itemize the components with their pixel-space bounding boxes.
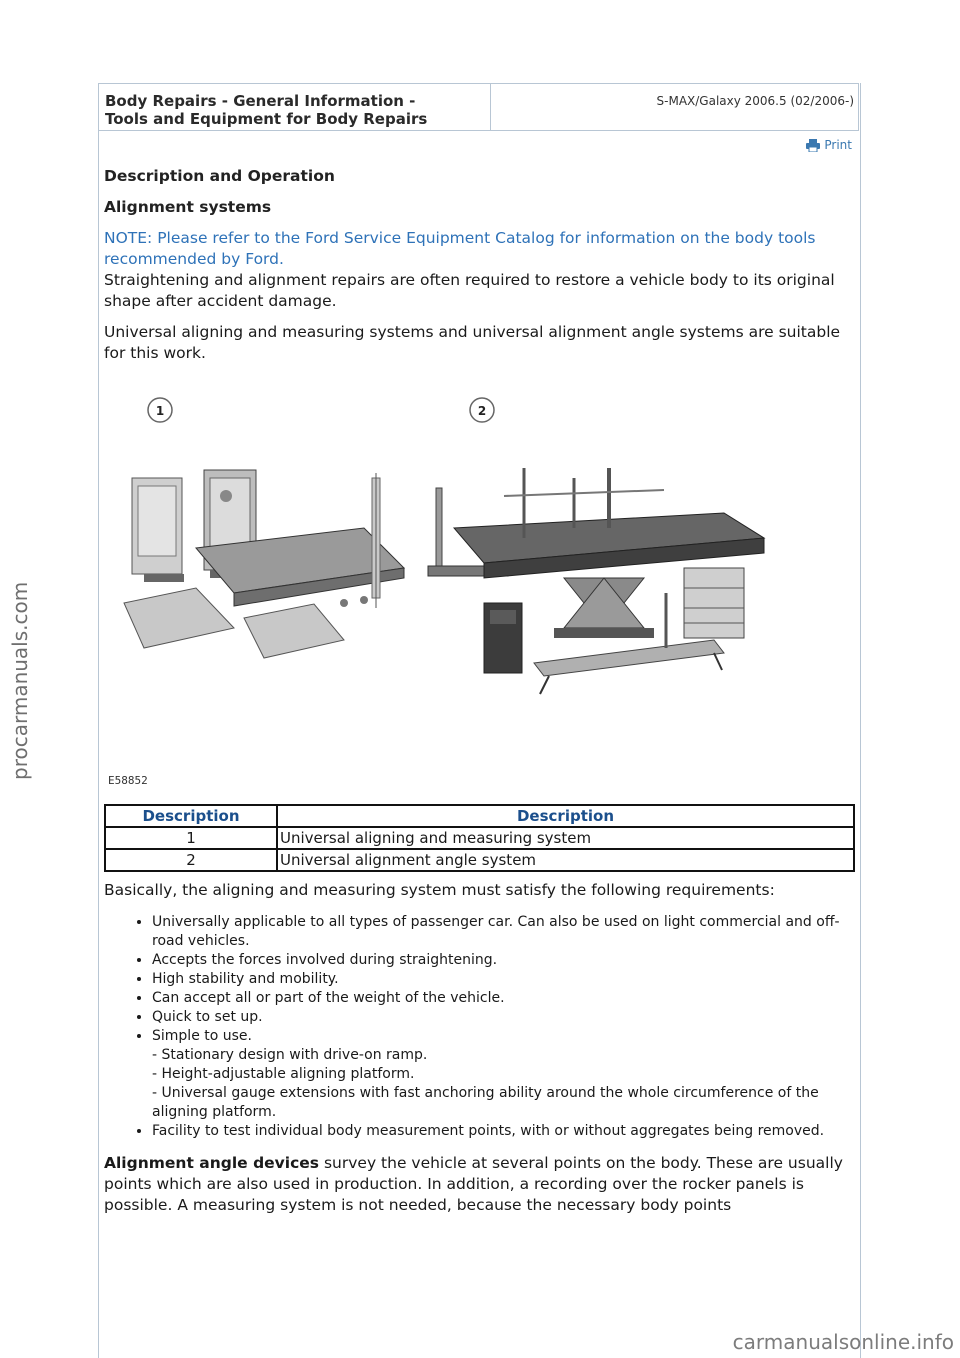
header-model: S-MAX/Galaxy 2006.5 (02/2006-) [656,94,854,108]
requirements-section [104,880,856,1226]
alignment-angle-system-drawing [428,468,764,694]
section-title: Description and Operation [104,167,335,185]
list-item-simple-to-use [152,1027,856,1122]
header-title-line2: Tools and Equipment for Body Repairs [105,110,428,128]
intro-content [104,160,856,374]
print-link[interactable] [806,138,852,152]
paragraph-4-rest: survey the vehicle at several points on the body. These are usually points which are also used in production. In addition, a recording over the rocker panels is possible. A measuring system is not needed, because the necessary body points [104,1154,843,1214]
list-item: • Facility to test individual body measurement points, with or without aggregates being removed. [152,1122,856,1141]
side-watermark: procarmanuals.com [8,581,32,780]
note-text: NOTE: Please refer to the Ford Service Equipment Catalog for information on the body tools recommended by Ford. [104,229,816,268]
figure-code: E58852 [108,774,148,787]
sub-list-item: - Stationary design with drive-on ramp. [152,1047,428,1063]
list-item: • Quick to set up. [152,1008,856,1027]
aligning-measuring-system-drawing [124,470,404,658]
table-header-row [105,805,854,827]
callout-1 [148,398,172,422]
callout-1-label: 1 [155,404,165,418]
list-item-text: Simple to use. [152,1028,252,1044]
callout-2-label: 2 [477,404,487,418]
sub-requirements-list [152,1046,856,1122]
equipment-illustration [104,378,856,798]
table-cell-desc: Universal alignment angle system [277,849,854,871]
subsection-title: Alignment systems [104,198,272,216]
list-item: • Can accept all or part of the weight of the vehicle. [152,989,856,1008]
requirements-list [104,913,856,1141]
printer-icon [806,139,820,152]
paragraph-1: Straightening and alignment repairs are often required to restore a vehicle body to its original shape after accident damage. [104,271,835,310]
list-item: • Accepts the forces involved during straightening. [152,951,856,970]
table-header-description: Description [277,805,854,827]
paragraph-3: Basically, the aligning and measuring system must satisfy the following requirements: [104,881,775,899]
table-header-item: Description [105,805,277,827]
sub-list-item: - Universal gauge extensions with fast anchoring ability around the whole circumference of the aligning platform. [152,1085,819,1120]
table-cell-num: 2 [105,849,277,871]
list-item: • Universally applicable to all types of passenger car. Can also be used on light commercial and off-road vehicles. [152,913,856,951]
header-title [99,84,491,130]
sub-list-item: - Height-adjustable aligning platform. [152,1066,415,1082]
paragraph-4 [104,1153,856,1216]
callout-2 [470,398,494,422]
bottom-watermark: carmanualsonline.info [732,1330,954,1354]
description-table [104,804,855,872]
table-row [105,827,854,849]
header-title-line1: Body Repairs - General Information - [105,92,416,110]
list-item: • High stability and mobility. [152,970,856,989]
print-label: Print [824,138,852,152]
table-cell-num: 1 [105,827,277,849]
paragraph-2: Universal aligning and measuring systems and universal alignment angle systems are suitable for this work. [104,323,841,362]
table-cell-desc: Universal aligning and measuring system [277,827,854,849]
paragraph-4-bold: Alignment angle devices [104,1154,320,1172]
table-row [105,849,854,871]
document-header [98,83,859,131]
